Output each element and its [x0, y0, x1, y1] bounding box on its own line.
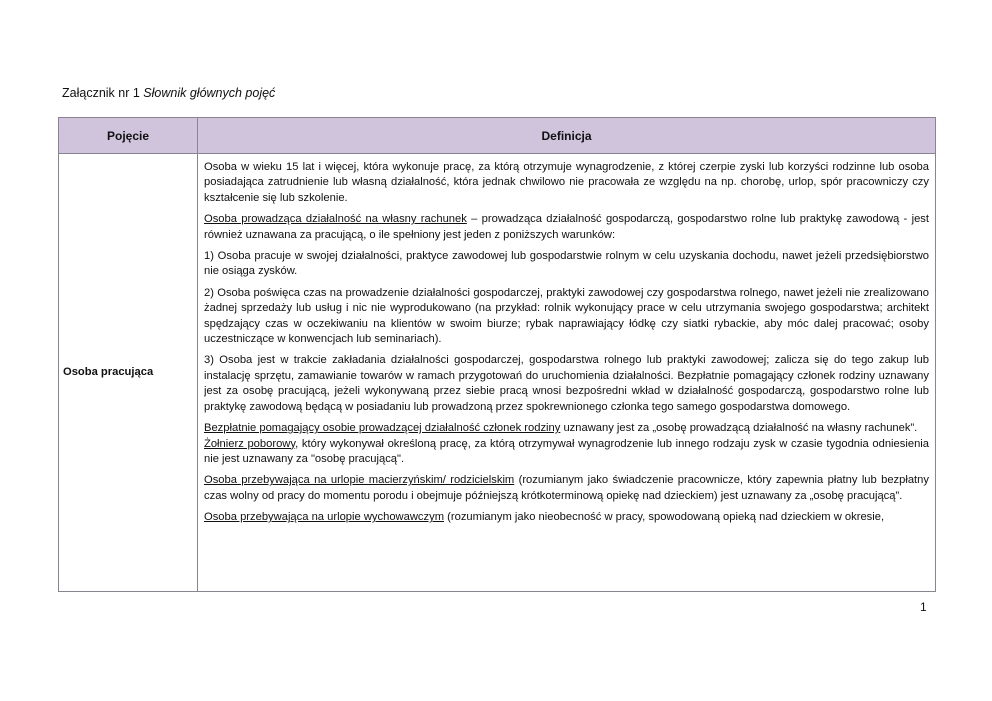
definition-paragraph [204, 510, 929, 525]
definition-paragraph [204, 212, 929, 243]
column-header-term: Pojęcie [59, 118, 198, 154]
definition-paragraph: Osoba w wieku 15 lat i więcej, która wykonuje pracę, za którą otrzymuje wynagrodzenie, z której czerpie zyski lub korzyści rodzinne lub osoba posiadająca zatrudnienie lub własną działalność, która jednak chwilowo nie pracowała ze względu na np. chorobę, urlop, spór pracowniczy czy kształcenie się lub szkolenie. [204, 161, 929, 204]
table-header-row [59, 118, 936, 154]
definition-paragraph [204, 421, 929, 467]
glossary-table [58, 117, 936, 592]
term-cell: Osoba pracująca [59, 154, 198, 592]
definition-paragraph: 2) Osoba poświęca czas na prowadzenie działalności gospodarczej, praktyki zawodowej czy gospodarstwa rolnego, nawet jeżeli nie zrealizowano żadnej sprzedaży lub usług i nic nie wyprodukowano (na przykład: rolnik wykonujący prace w celu utrzymania swojego gospodarstwa; architekt spędzający czas w oczekiwaniu na klientów w swoim biurze; rybak naprawiający łódkę czy siatki rybackie, aby móc dalej pracować; osoby uczestniczące w konwencjach lub seminariach). [204, 286, 929, 346]
heading-title: Słownik głównych pojęć [143, 86, 276, 100]
definition-paragraph [204, 473, 929, 504]
definition-text: – prowadząca działalność gospodarczą, gospodarstwo rolne lub praktykę zawodową - jest również uznawana za pracującą, o ile spełniony jest jeden z poniższych warunków: [204, 213, 929, 241]
definition-cell [198, 154, 936, 592]
definition-text: (rozumianym jako nieobecność w pracy, spowodowaną opieką nad dzieckiem w okresie, [444, 511, 885, 524]
definition-text: uznawany jest za „osobę prowadzącą działalność na własny rachunek”. [560, 422, 918, 435]
definition-paragraph: 1) Osoba pracuje w swojej działalności, praktyce zawodowej lub gospodarstwie rolnym w celu uzyskania dochodu, nawet jeżeli przedsiębiorstwo nie osiąga zysków. [204, 250, 929, 278]
page-number: 1 [920, 600, 927, 614]
heading-prefix: Załącznik nr 1 [62, 86, 140, 100]
column-header-definition: Definicja [198, 118, 936, 154]
defined-term: Żołnierz poborowy [204, 437, 296, 450]
table-row [59, 154, 936, 592]
definition-paragraph: 3) Osoba jest w trakcie zakładania działalności gospodarczej, gospodarstwa rolnego lub praktyki zawodowej; zalicza się do tego zakup lub instalację sprzętu, zamawianie towarów w ramach przygotowań do uruchomienia działalności. Bezpłatnie pomagający członek rodziny uznawany jest za osobę pracującą, jeżeli wykonywaną przez siebie pracą wnosi bezpośredni wkład w działalność gospodarczą, gospodarstwo rolne lub praktykę zawodową będącą w posiadaniu lub prowadzoną przez spokrewnionego członka tego samego gospodarstwa domowego. [204, 354, 929, 413]
document-heading [62, 86, 275, 100]
definition-text: (rozumianym jako świadczenie pracownicze, który zapewnia płatny lub bezpłatny czas wolny od pracy do momentu porodu i obejmuje późniejszą krótkoterminową opiekę nad dzieckiem) jest uznawany za „osobę pracującą”. [204, 474, 929, 502]
defined-term: Osoba prowadząca działalność na własny rachunek [204, 213, 467, 226]
defined-term: Osoba przebywająca na urlopie macierzyńskim/ rodzicielskim [204, 474, 515, 487]
definition-text: , który wykonywał określoną pracę, za którą otrzymywał wynagrodzenie lub innego rodzaju zysk w czasie tygodnia odniesienia nie jest uznawany za "osobę pracującą". [204, 437, 929, 465]
defined-term: Osoba przebywająca na urlopie wychowawczym [204, 511, 445, 524]
defined-term: Bezpłatnie pomagający osobie prowadzącej działalność członek rodziny [204, 422, 561, 435]
